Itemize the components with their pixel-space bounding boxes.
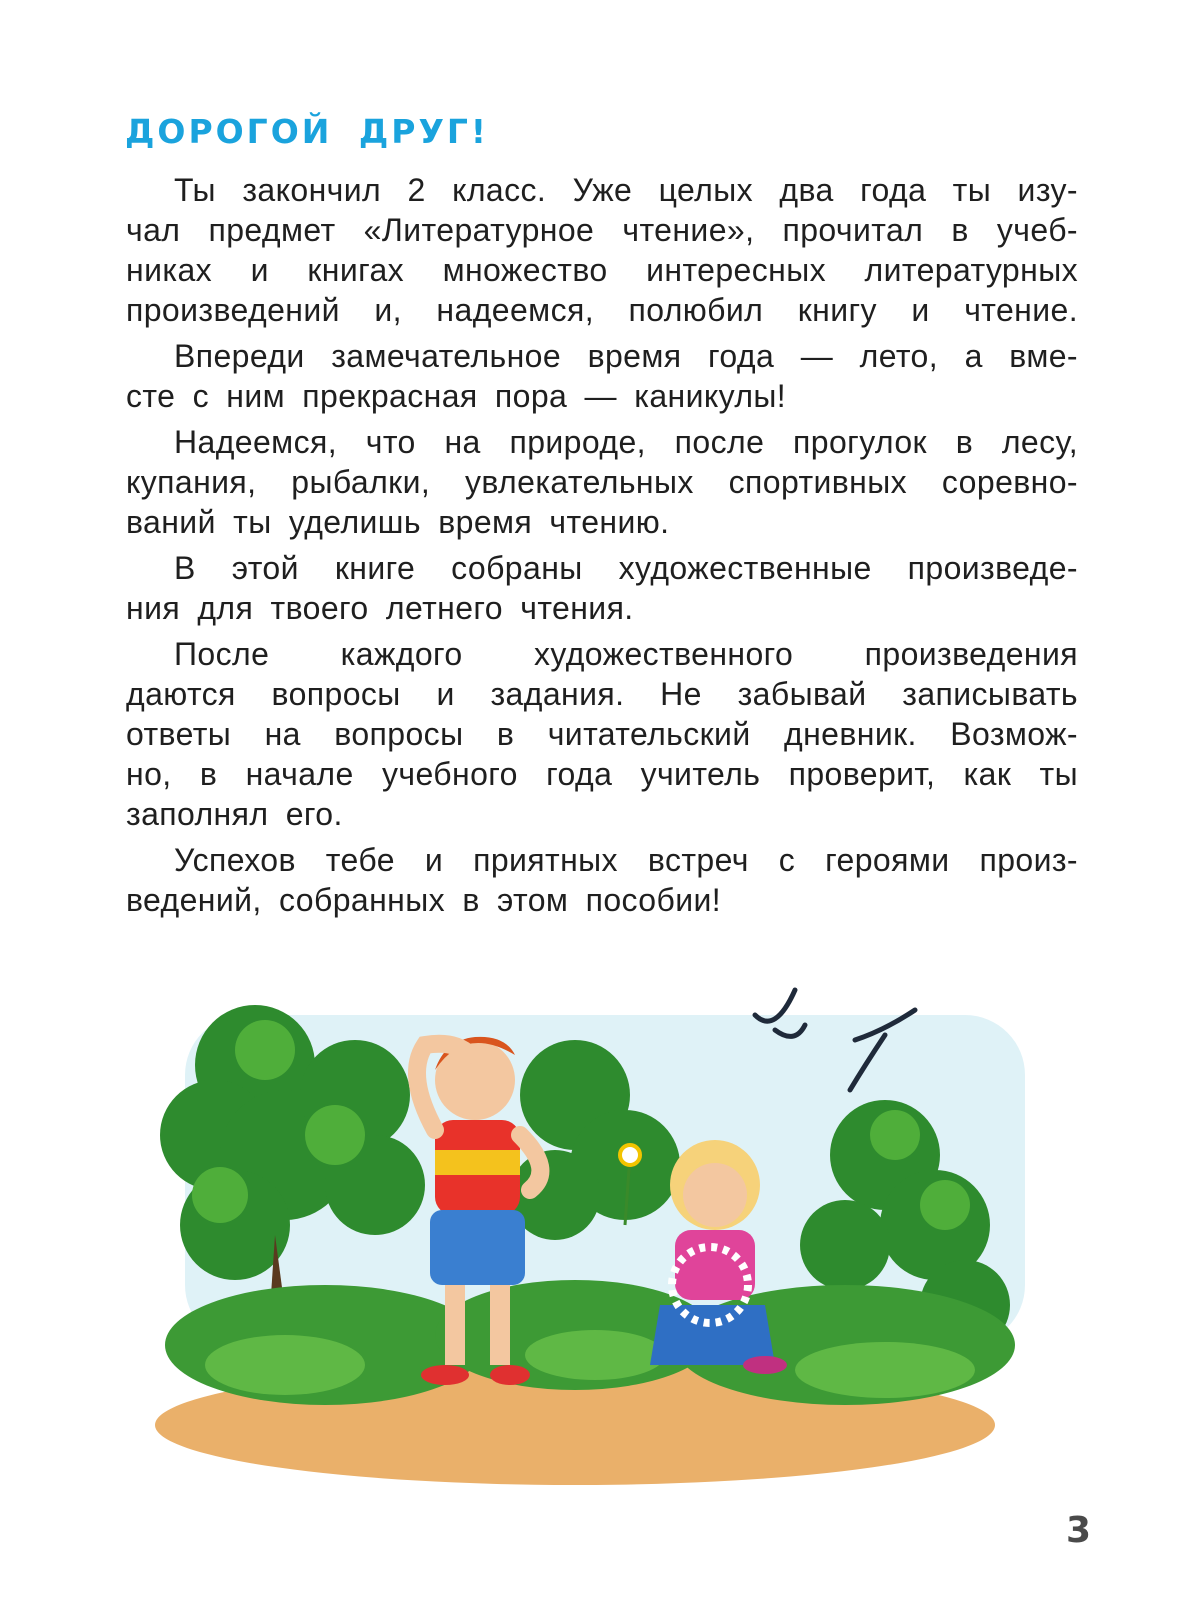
text-line: ваний ты уделишь время чтению. [126,504,670,540]
text-line: В этой книге собраны художественные произведе- [174,550,1078,586]
text-line: но, в начале учебного года учитель проверит, как ты [126,756,1078,792]
text-line: После каждого художественного произведения [174,636,1078,672]
paragraph-3 [78,422,1078,542]
paragraph-6 [78,840,1078,920]
text-line: ведений, собранных в этом пособии! [126,882,722,918]
paragraph-2 [78,336,1078,416]
text-line: чал предмет «Литературное чтение», прочитал в учеб- [126,212,1078,248]
paragraph-4 [78,548,1078,628]
page-heading: ДОРОГОЙ ДРУГ! [125,112,489,151]
text-line: произведений и, надеемся, полюбил книгу и чтение. [126,292,1078,328]
text-line: ответы на вопросы в читательский дневник. Возмож- [126,716,1078,752]
text-line: даются вопросы и задания. Не забывай записывать [126,676,1078,712]
text-line: никах и книгах множество интересных литературных [126,252,1078,288]
text-line: Надеемся, что на природе, после прогулок в лесу, [174,424,1078,460]
text-line: купания, рыбалки, увлекательных спортивных соревно- [126,464,1078,500]
body-text [78,170,1078,926]
paragraph-5 [78,634,1078,834]
text-line: Успехов тебе и приятных встреч с героями произ- [174,842,1078,878]
summer-illustration [125,985,1045,1510]
text-line: ния для твоего летнего чтения. [126,590,634,626]
text-line: Впереди замечательное время года — лето, а вме- [174,338,1078,374]
text-line: заполнял его. [126,796,343,832]
text-line: Ты закончил 2 класс. Уже целых два года ты изу- [174,172,1078,208]
text-line: сте с ним прекрасная пора — каникулы! [126,378,787,414]
page-number: 3 [1066,1510,1092,1551]
paragraph-1 [78,170,1078,330]
